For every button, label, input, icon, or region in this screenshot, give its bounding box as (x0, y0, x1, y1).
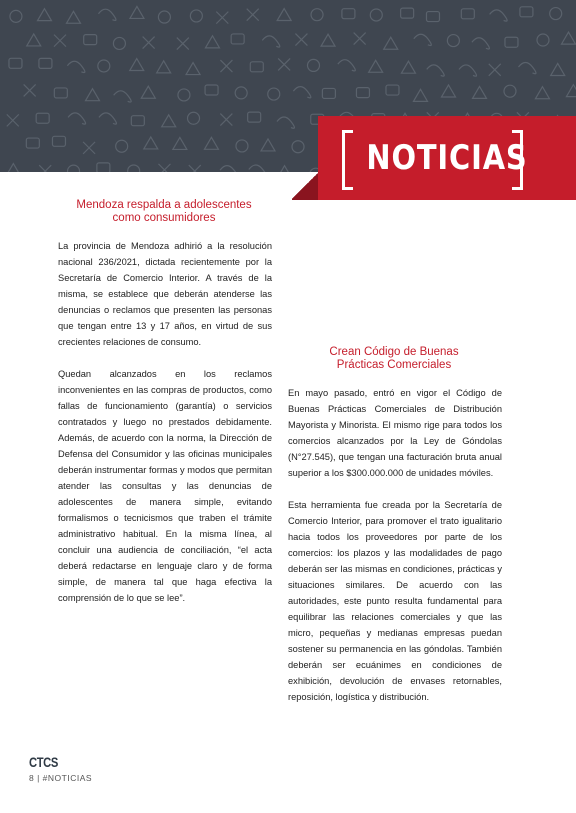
doodle-icon (386, 85, 399, 95)
doodle-icon (293, 87, 311, 98)
article2-title (288, 346, 500, 372)
doodle-icon (158, 164, 170, 172)
doodle-icon (178, 89, 190, 101)
doodle-icon (143, 37, 155, 49)
doodle-icon (566, 85, 576, 97)
doodle-icon (261, 139, 275, 151)
doodle-icon (6, 164, 20, 172)
doodle-icon (295, 34, 307, 46)
doodle-icon (97, 163, 110, 172)
doodle-icon (116, 140, 128, 152)
doodle-icon (10, 10, 22, 22)
doodle-icon (278, 58, 290, 70)
doodle-icon (24, 84, 36, 96)
doodle-icon (518, 62, 536, 73)
doodle-icon (231, 34, 244, 44)
article1-paragraph: Quedan alcanzados en los reclamos inconvenientes en las compras de productos, como fallas de funcionamiento (garantía) o servicios contratados y luego no prestados debidamente. Además, de acuerdo con la norma, la Dirección de Defensa del Consumidor y las oficinas municipales deberán instrumentar formas y modos que permitan atender las consultas y las denuncias de adolescentes de manera simple, evitando formalismos o tecnicismos que traben el trámite administrativo habitual. En la misma línea, al concluir una audiencia de conciliación, “el acta deberá redactarse en lenguaje claro y de forma simple, de manera tal que haga efectiva la comprensión de lo que se lee”. (58, 369, 272, 603)
doodle-icon (414, 89, 428, 101)
doodle-icon (186, 63, 200, 75)
doodle-icon (83, 142, 95, 154)
doodle-icon (472, 38, 490, 49)
doodle-icon (86, 89, 100, 101)
article1-title-line1: Mendoza respalda a adolescentes (76, 199, 252, 211)
doodle-icon (505, 37, 518, 47)
doodle-icon (84, 35, 97, 45)
doodle-icon (39, 58, 52, 68)
publication-logo: CTCS (29, 754, 58, 770)
doodle-icon (277, 117, 295, 128)
doodle-icon (322, 88, 335, 98)
doodle-icon (473, 86, 487, 98)
doodle-icon (131, 116, 144, 126)
doodle-icon (384, 37, 398, 49)
doodle-icon (277, 9, 291, 21)
doodle-icon (369, 60, 383, 72)
doodle-icon (68, 165, 80, 172)
doodle-icon (248, 112, 261, 122)
doodle-icon (220, 60, 232, 72)
doodle-icon (537, 34, 549, 46)
doodle-icon (401, 8, 414, 18)
doodle-icon (52, 136, 65, 146)
doodle-icon (141, 86, 155, 98)
doodle-icon (401, 61, 415, 73)
doodle-icon (7, 114, 19, 126)
doodle-icon (520, 7, 533, 17)
doodle-icon (54, 35, 66, 47)
doodle-icon (535, 87, 549, 99)
doodle-icon (262, 36, 280, 47)
doodle-icon (189, 165, 201, 172)
doodle-icon (342, 9, 355, 19)
article2-title-line2: Prácticas Comerciales (336, 359, 452, 371)
doodle-icon (490, 10, 508, 21)
doodle-icon (236, 140, 248, 152)
doodle-icon (216, 12, 228, 24)
article2-title-line1: Crean Código de Buenas (329, 346, 459, 358)
doodle-icon (489, 64, 501, 76)
doodle-icon (177, 38, 189, 50)
doodle-icon (205, 85, 218, 95)
article1-title (58, 199, 270, 225)
doodle-icon (9, 58, 22, 68)
doodle-icon (157, 61, 171, 73)
doodle-icon (99, 113, 117, 124)
doodle-icon (307, 59, 319, 71)
page-number: 8 | #NOTICIAS (29, 773, 93, 783)
doodle-icon (26, 138, 39, 148)
doodle-icon (39, 165, 51, 172)
doodle-icon (504, 85, 516, 97)
ribbon-fold (292, 172, 318, 200)
doodle-icon (370, 9, 382, 21)
doodle-icon (561, 32, 575, 44)
doodle-icon (205, 36, 219, 48)
doodle-icon (247, 9, 259, 21)
doodle-icon (447, 35, 459, 47)
doodle-icon (459, 65, 477, 76)
doodle-icon (442, 85, 456, 97)
doodle-icon (130, 59, 144, 71)
doodle-icon (188, 112, 200, 124)
doodle-icon (311, 9, 323, 21)
article1-title-line2: como consumidores (112, 212, 216, 224)
doodle-icon (235, 87, 247, 99)
doodle-icon (27, 34, 41, 46)
doodle-icon (114, 91, 132, 102)
article2-paragraph: En mayo pasado, entró en vigor el Código de Buenas Prácticas Comerciales de Distribución Mayorista y Minorista. El mismo rige para todos los comercios alcanzados por la Ley de Góndolas (N°27.545), que tengan una facturación bruta anual superior a los $300.000.000 de unidades móviles. (288, 388, 502, 478)
doodle-icon (250, 62, 263, 72)
doodle-icon (461, 9, 474, 19)
doodle-icon (551, 63, 565, 75)
doodle-icon (144, 137, 158, 149)
doodle-icon (54, 88, 67, 98)
doodle-icon (338, 60, 356, 71)
doodle-icon (356, 88, 369, 98)
doodle-icon (414, 34, 432, 45)
doodle-icon (162, 115, 176, 127)
doodle-icon (204, 137, 218, 149)
doodle-icon (427, 65, 445, 76)
doodle-icon (98, 60, 110, 72)
doodle-icon (67, 61, 85, 72)
article2-paragraph: Esta herramienta fue creada por la Secretaría de Comercio Interior, para promover el trato igualitario hacia todos los proveedores por parte de los comercios: los plazos y las modalidades de pago deberán ser las mismas en condiciones, prácticas y situaciones similares. De acuerdo con las autoridades, este punto resulta fundamental para equilibrar las relaciones comerciales y que las micro, pequeñas y medianas empresas puedan sostener su permanencia en las góndolas. También deberán ser ecuánimes en condiciones de exhibición, devolución de envases retornables, reposición, logística y distribución. (288, 500, 502, 702)
section-title: NOTICIAS (366, 138, 528, 178)
doodle-icon (173, 137, 187, 149)
doodle-icon (426, 12, 439, 22)
doodle-icon (550, 8, 562, 20)
doodle-icon (158, 11, 170, 23)
article1-body (58, 238, 272, 622)
doodle-icon (128, 165, 140, 172)
doodle-icon (37, 9, 51, 21)
doodle-icon (268, 88, 280, 100)
doodle-icon (36, 113, 49, 123)
doodle-icon (354, 33, 366, 45)
doodle-icon (220, 114, 232, 126)
doodle-icon (249, 165, 267, 172)
doodle-icon (292, 141, 304, 153)
doodle-icon (113, 37, 125, 49)
doodle-icon (68, 113, 86, 124)
doodle-icon (190, 10, 202, 22)
doodle-icon (66, 11, 80, 23)
doodle-icon (130, 6, 144, 18)
article2-body (288, 385, 502, 721)
doodle-icon (220, 166, 238, 172)
article1-paragraph: La provincia de Mendoza adhirió a la resolución nacional 236/2021, dictada recientemente por la Secretaría de Comercio Interior. A través de la misma, se establece que deberán atenderse las denuncias o reclamos que presenten las personas que tengan entre 13 y 17 años, en virtud de sus crecientes relaciones de consumo. (58, 241, 272, 347)
doodle-icon (321, 34, 335, 46)
doodle-icon (98, 9, 116, 20)
doodle-icon (278, 166, 292, 172)
